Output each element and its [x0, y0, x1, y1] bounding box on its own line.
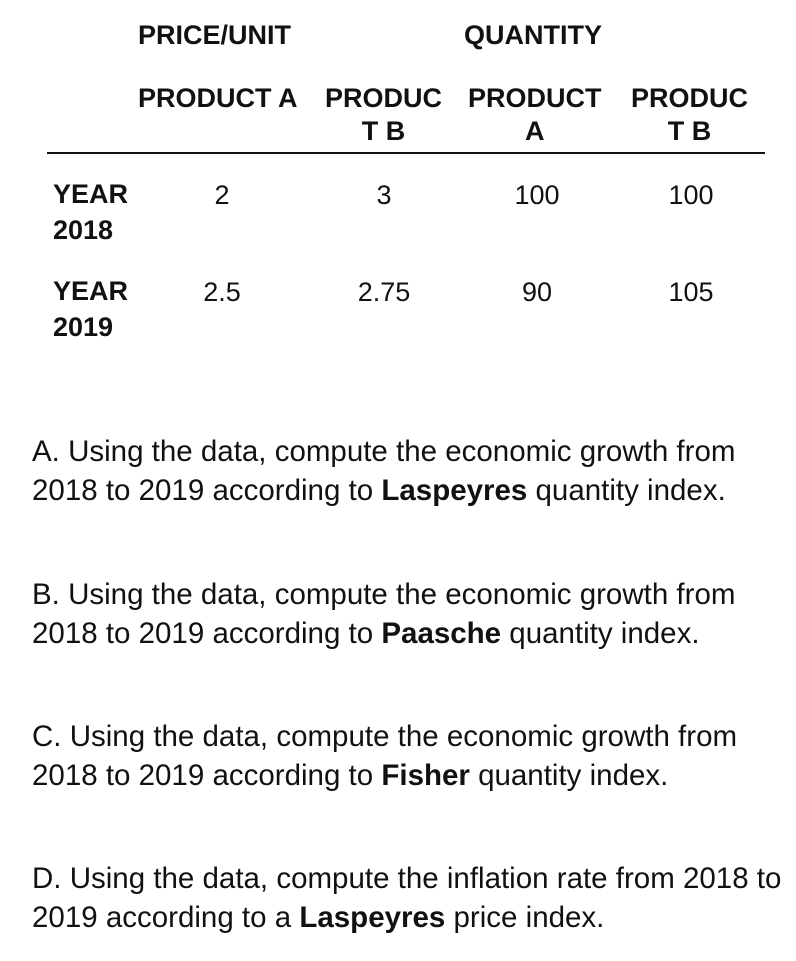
row-label-2018 [53, 176, 128, 248]
table-cell: 90 [521, 277, 553, 307]
table-cell: 3 [376, 180, 392, 210]
row-label-line1: YEAR [53, 179, 129, 209]
question-text: A. Using the data, compute the economic growth from 2018 to 2019 according to [32, 435, 736, 507]
column-header-line1: PRODUC [631, 83, 749, 113]
column-header-quantity-product-b [631, 82, 748, 148]
column-header-line1: PRODUC [325, 83, 443, 113]
question-text: quantity index. [527, 474, 726, 507]
header-divider [47, 152, 765, 154]
column-header-line2: T B [361, 116, 406, 146]
row-label-2019 [53, 273, 128, 345]
table-cell: 2.5 [203, 277, 241, 307]
table-cell: 2 [214, 180, 230, 210]
column-header-price-product-a [138, 82, 298, 115]
table-cell: 100 [668, 180, 714, 210]
column-header-line2: A [525, 116, 545, 146]
column-header-quantity-product-a [468, 82, 602, 148]
table-cell: 100 [514, 180, 560, 210]
table-cell: 2.75 [357, 277, 411, 307]
question-b [32, 575, 787, 653]
question-emphasis: Laspeyres [381, 474, 528, 507]
question-text: price index. [445, 901, 605, 934]
row-label-line2: 2018 [53, 215, 114, 245]
column-header-line1: PRODUCT A [138, 83, 298, 113]
quantity-header: QUANTITY [464, 20, 602, 50]
question-d [32, 859, 787, 937]
question-text: B. Using the data, compute the economic growth from 2018 to 2019 according to [32, 578, 736, 650]
question-emphasis: Fisher [381, 759, 470, 792]
question-a [32, 432, 787, 510]
column-header-line2: T B [667, 116, 712, 146]
row-label-line2: 2019 [53, 312, 114, 342]
row-label-line1: YEAR [53, 276, 129, 306]
question-text: D. Using the data, compute the inflation rate from 2018 to 2019 according to a [32, 862, 782, 934]
column-header-price-product-b [325, 82, 442, 148]
question-text: quantity index. [501, 617, 700, 650]
question-emphasis: Paasche [381, 617, 502, 650]
question-emphasis: Laspeyres [299, 901, 446, 934]
table-cell: 105 [668, 277, 714, 307]
price-per-unit-header: PRICE/UNIT [138, 20, 292, 50]
question-text: C. Using the data, compute the economic growth from 2018 to 2019 according to [32, 720, 738, 792]
question-c [32, 717, 787, 795]
question-text: quantity index. [469, 759, 669, 792]
column-header-line1: PRODUCT [468, 83, 602, 113]
